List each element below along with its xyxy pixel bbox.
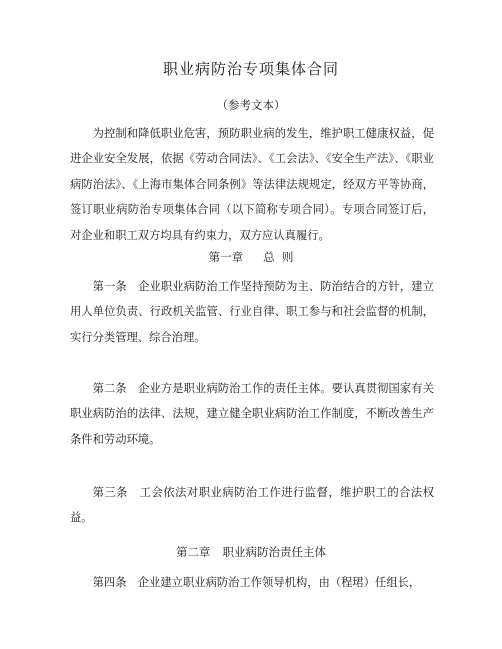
article-1-paragraph: 第一条 企业职业病防治工作坚持预防为主、防治结合的方针，建立用人单位负责、行政机关监管、行业自律、职工参与和社会监督的机制，实行分类管理、综合治理。: [70, 280, 434, 344]
article-4-paragraph: 第四条 企业建立职业病防治工作领导机构，由（程珺）任组长，: [92, 576, 421, 589]
chapter-2-heading: [0, 544, 502, 560]
chapter-1-name: 总 则: [263, 250, 294, 264]
preamble-paragraph: 为控制和降低职业危害，预防职业病的发生，维护职工健康权益，促进企业安全发展，依据《劳动合同法》、《工会法》、《安全生产法》、《职业病防治法》、《上海市集体合同条例》等法律法规规定，经双方平等协商，签订职业病防治专项集体合同（以下简称专项合同）。专项合同签订后，对企业和职工双方均具有约束力，双方应认真履行。: [70, 127, 434, 242]
document-title: 职业病防治专项集体合同: [162, 60, 339, 78]
chapter-2-name: 职业病防治责任主体: [222, 545, 326, 559]
chapter-1-number: 第一章: [208, 250, 244, 264]
article-3-paragraph: 第三条 工会依法对职业病防治工作进行监督，维护职工的合法权益。: [70, 486, 434, 525]
chapter-2-number: 第二章: [176, 545, 211, 559]
document-subtitle: （参考文本）: [216, 98, 286, 112]
chapter-1-heading: [0, 249, 502, 265]
article-2-paragraph: 第二条 企业方是职业病防治工作的责任主体。要认真贯彻国家有关职业病防治的法律、法规，建立健全职业病防治工作制度，不断改善生产条件和劳动环境。: [70, 382, 434, 446]
